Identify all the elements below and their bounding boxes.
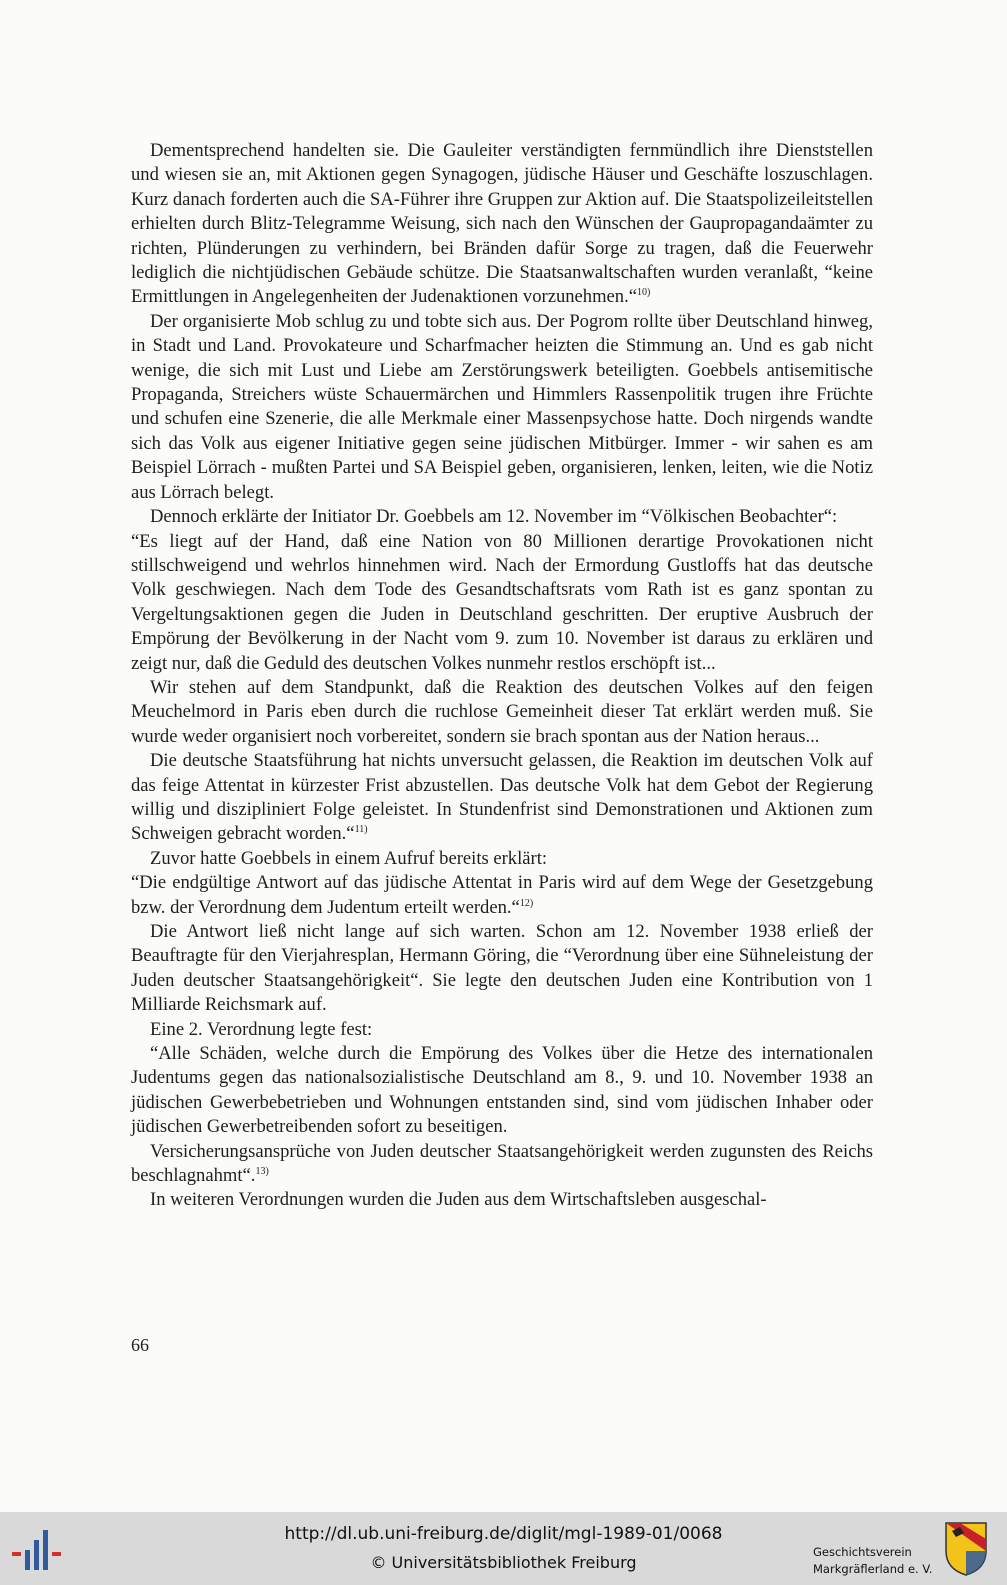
- paragraph-text: Der organisierte Mob schlug zu und tobte sich aus. Der Pogrom rollte über Deutschland hinweg, in Stadt und Land. Provokateure und Scharfmacher heizten die Stimmung an. Und es gab nicht wenige, die sich mit Lust und Liebe am Zerstörungswerk beteiligten. Goebbels antisemitische Propaganda, Streichers wüste Schauermärchen und Himmlers Rassenpolitik trugen ihre Früchte und schufen eine Szenerie, die alle Merkmale einer Massenpsychose hatte. Doch nirgends wandte sich das Volk aus eigener Initiative gegen seine jüdischen Mitbürger. Immer - wir sahen es am Beispiel Lörrach - mußten Partei und SA Beispiel geben, organisieren, lenken, leiten, wie die Notiz aus Lörrach belegt.: [131, 310, 873, 503]
- source-url-link[interactable]: http://dl.ub.uni-freiburg.de/diglit/mgl-1989-01/0068: [284, 1524, 723, 1544]
- paragraph-text: “Es liegt auf der Hand, daß eine Nation von 80 Millionen derartige Provokationen nicht stillschweigend und wehrlos hinnehmen wird. Nach der Ermordung Gustloffs hat das deutsche Volk geschwiegen. Nach dem Tode des Gesandtschaftsrats vom Rath ist es ganz spontan zu Vergeltungsaktionen gegen die Juden in Deutschland geschritten. Der eruptive Ausbruch der Empörung der Bevölkerung in der Nacht vom 9. zum 10. November ist daraus zu erklären und zeigt nur, daß die Geduld des deutschen Volkes nunmehr restlos erschöpft ist...: [131, 530, 873, 674]
- society-line-2: Markgräflerland e. V.: [813, 1562, 933, 1576]
- paragraph: [131, 1018, 873, 1042]
- paragraph: [131, 139, 873, 310]
- paragraph: [131, 871, 873, 920]
- paragraph-text: Zuvor hatte Goebbels in einem Aufruf bereits erklärt:: [150, 847, 548, 869]
- paragraph: [131, 310, 873, 505]
- paragraph-text: “Alle Schäden, welche durch die Empörung des Volkes über die Hetze des internationalen Judentums gegen das nationalsozialistische Deutschland am 8., 9. und 10. November 1938 an jüdischen Gewerbebetrieben und Wohnungen entstanden sind, sind vom jüdischen Inhaber oder jüdischen Gewerbetreibenden sofort zu beseitigen.: [131, 1043, 873, 1138]
- paragraph: [131, 530, 873, 676]
- paragraph-text: Dementsprechend handelten sie. Die Gauleiter verständigten fernmündlich ihre Dienststellen und wiesen sie an, mit Aktionen gegen Synagogen, jüdische Häuser und Geschäfte loszuschlagen. Kurz danach forderten auch die SA-Führer ihre Gruppen zur Aktion auf. Die Staatspolizeileitstellen erhielten durch Blitz-Telegramme Weisung, sich nach den Wünschen der Gaupropagandaämter zu richten, Plünderungen zu verhindern, bei Bränden dafür Sorge zu tragen, daß die Feuerwehr lediglich die nichtjüdischen Gebäude schütze. Die Staatsanwaltschaften wurden veranlaßt, “keine Ermittlungen in Angelegenheiten der Judenaktionen vorzunehmen.“: [131, 140, 873, 308]
- footnote-reference: 10): [637, 287, 651, 299]
- paragraph-text: Wir stehen auf dem Standpunkt, daß die Reaktion des deutschen Volkes auf den feigen Meuchelmord in Paris eben durch die ruchlose Gemeinheit dieser Tat erklärt werden muß. Sie wurde weder organisiert noch vorbereitet, sondern sie brach spontan aus der Nation heraus...: [131, 676, 873, 747]
- paragraph: [131, 505, 873, 529]
- paragraph-text: Versicherungsansprüche von Juden deutscher Staatsangehörigkeit werden zugunsten des Reichs beschlagnahmt“.: [131, 1140, 873, 1187]
- footer-bar: [0, 1512, 1007, 1585]
- paragraph: [131, 1188, 873, 1212]
- paragraph: [131, 676, 873, 749]
- page-number: 66: [131, 1335, 149, 1355]
- paragraph-text: Die deutsche Staatsführung hat nichts unversucht gelassen, die Reaktion im deutschen Volk auf das feige Attentat in kürzester Frist abzustellen. Das deutsche Volk hat dem Gebot der Regierung willig und diszipliniert Folge geleistet. In Stundenfrist sind Demonstrationen und Aktionen zum Schweigen gebracht worden.“: [131, 750, 873, 845]
- footnote-reference: 13): [255, 1166, 269, 1178]
- society-name: [813, 1544, 932, 1578]
- society-line-1: Geschichtsverein: [813, 1545, 912, 1559]
- paragraph: [131, 847, 873, 871]
- paragraph-text: “Die endgültige Antwort auf das jüdische Attentat in Paris wird auf dem Wege der Gesetzgebung bzw. der Verordnung dem Judentum erteilt werden.“: [131, 872, 873, 918]
- paragraph-text: In weiteren Verordnungen wurden die Juden aus dem Wirtschaftsleben ausgeschal-: [150, 1189, 767, 1211]
- footnote-reference: 12): [519, 897, 534, 909]
- copyright-text: © Universitätsbibliothek Freiburg: [370, 1553, 637, 1572]
- body-text: [131, 139, 873, 1213]
- paragraph: [131, 749, 873, 847]
- paragraph: [131, 1042, 873, 1140]
- paragraph-text: Die Antwort ließ nicht lange auf sich warten. Schon am 12. November 1938 erließ der Beauftragte für den Vierjahresplan, Hermann Göring, die “Verordnung über eine Sühneleistung der Juden deutscher Staatsangehörigkeit“. Sie legte den deutschen Juden eine Kontribution von 1 Milliarde Reichsmark auf.: [131, 921, 873, 1016]
- paragraph-text: Dennoch erklärte der Initiator Dr. Goebbels am 12. November im “Völkischen Beobachter“:: [150, 506, 838, 528]
- paragraph: [131, 1140, 873, 1189]
- footnote-reference: 11): [354, 824, 368, 836]
- paragraph-text: Eine 2. Verordnung legte fest:: [150, 1018, 373, 1040]
- coat-of-arms-icon: [944, 1521, 988, 1577]
- paragraph: [131, 920, 873, 1018]
